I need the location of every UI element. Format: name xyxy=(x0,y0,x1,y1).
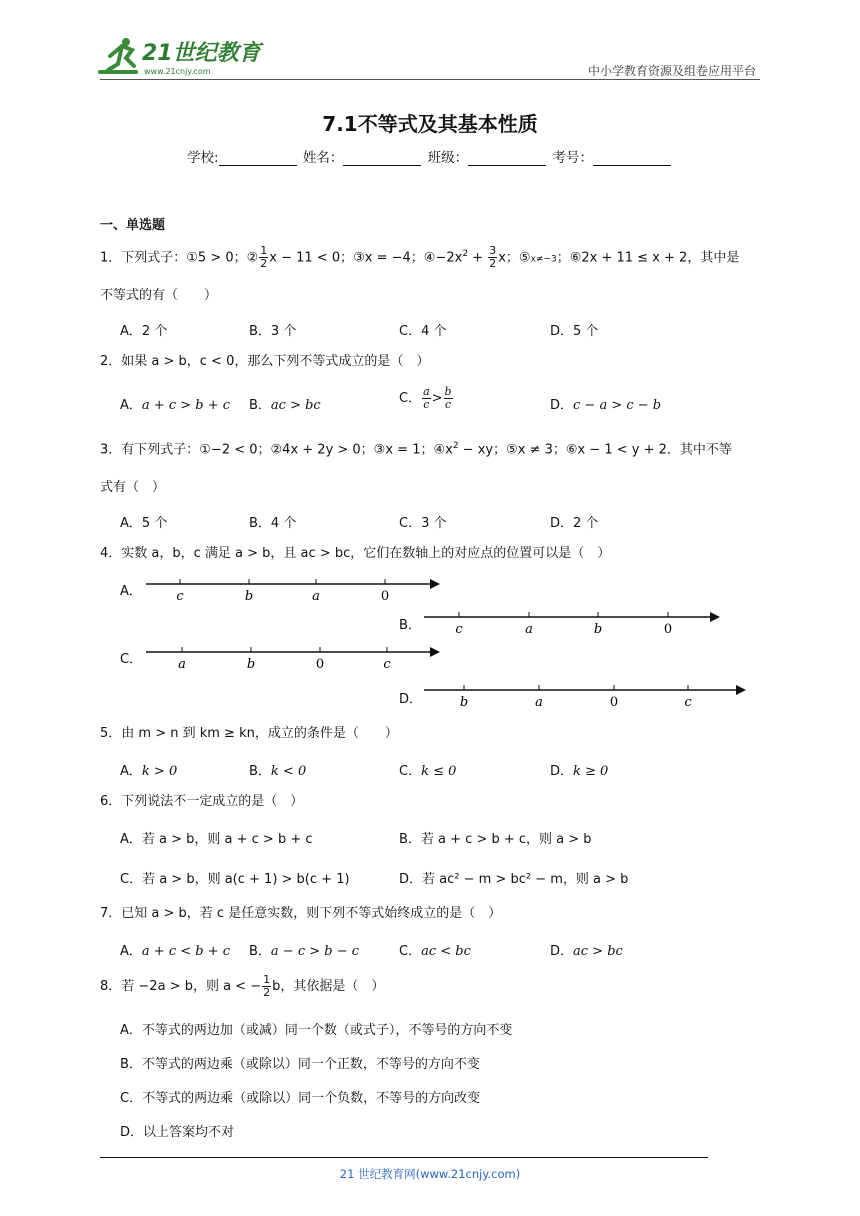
tick-label: 0 xyxy=(315,657,325,672)
q6-option-c[interactable]: C．若 a > b，则 a(c + 1) > b(c + 1) xyxy=(120,872,350,887)
name-label: 姓名： xyxy=(302,150,344,166)
tick-label: 0 xyxy=(663,622,673,637)
q2-option-c[interactable]: C． $\frac{a}{c}$ > $\frac{b}{c}$ xyxy=(399,385,452,411)
q4-option-c[interactable]: C． xyxy=(120,652,143,667)
student-info xyxy=(0,146,860,166)
q1-option-c[interactable]: C．4 个 xyxy=(399,324,447,339)
q1-option-d[interactable]: D．5 个 xyxy=(550,324,599,339)
question-7-stem: 7．已知 a > b，若 c 是任意实数，则下列不等式始终成立的是（ ） xyxy=(100,906,502,921)
class-blank[interactable] xyxy=(468,152,546,166)
q6-option-a[interactable]: A．若 a > b，则 a + c > b + c xyxy=(120,832,313,847)
exam-no-label: 考号： xyxy=(552,150,593,166)
question-6-stem: 6．下列说法不一定成立的是（ ） xyxy=(100,794,304,809)
tick-label: 0 xyxy=(380,589,390,604)
q7-option-a[interactable]: A．a + c < b + c xyxy=(120,944,231,959)
q4-option-b[interactable]: B． xyxy=(399,618,421,633)
q3-option-d[interactable]: D．2 个 xyxy=(550,516,599,531)
q4-number-line-c xyxy=(140,640,445,674)
q5-option-d[interactable]: D．k ≥ 0 xyxy=(550,764,609,779)
question-8-stem: 8．若 −2a > b，则 a < − $\frac{1}{2}$ b，其依据是（ ） xyxy=(100,973,385,999)
q1-option-b[interactable]: B．3 个 xyxy=(249,324,297,339)
tick-label: b xyxy=(244,589,254,604)
arrow-icon xyxy=(736,685,746,695)
q1-option-a[interactable]: A．2 个 xyxy=(120,324,168,339)
school-blank[interactable] xyxy=(219,152,297,166)
q7-option-b[interactable]: B．a − c > b − c xyxy=(249,944,360,959)
arrow-icon xyxy=(430,647,440,657)
q8-option-a[interactable]: A．不等式的两边加（或减）同一个数（或式子），不等号的方向不变 xyxy=(120,1023,513,1038)
logo-url: www.21cnjy.com xyxy=(144,67,211,76)
question-1-stem-cont: 不等式的有（ ） xyxy=(100,288,218,303)
q5-option-b[interactable]: B．k < 0 xyxy=(249,764,307,779)
class-label: 班级： xyxy=(427,150,469,166)
q4-number-line-b xyxy=(418,605,728,639)
exam-no-blank[interactable] xyxy=(593,152,671,166)
tick-label: c xyxy=(684,695,692,710)
q4-number-line-a xyxy=(140,572,445,606)
q3-option-a[interactable]: A．5 个 xyxy=(120,516,168,531)
q8-option-c[interactable]: C．不等式的两边乘（或除以）同一个负数，不等号的方向改变 xyxy=(120,1091,481,1106)
question-3-stem-cont: 式有（ ） xyxy=(100,480,166,495)
tick-label: c xyxy=(455,622,463,637)
header-platform-text: 中小学教育资源及组卷应用平台 xyxy=(587,64,756,78)
question-2-stem: 2．如果 a > b，c < 0，那么下列不等式成立的是（ ） xyxy=(100,354,430,369)
runner-icon xyxy=(100,38,136,72)
q4-number-line-d xyxy=(418,678,758,712)
header-rule xyxy=(100,79,760,80)
question-1-stem: 1．下列式子：①5 > 0；② $\frac{1}{2}$ x − 11 < 0；③x = −4；$④-2x^2$ + $\frac{3}{2}$ x；⑤x≠−3；⑥2x + 11 ≤ x + 2，其中是 xyxy=(100,244,740,271)
tick-label: b xyxy=(593,622,603,637)
q3-option-c[interactable]: C．3 个 xyxy=(399,516,447,531)
tick-label: a xyxy=(178,657,186,672)
question-3-stem: 3．有下列式子：①−2 < 0；②4x + 2y > 0；③x = 1；$④x^2$ − xy；⑤x ≠ 3；⑥x − 1 < y + 2．其中不等 xyxy=(100,441,732,458)
q4-option-d[interactable]: D． xyxy=(399,692,423,707)
site-logo xyxy=(96,34,266,78)
q7-option-c[interactable]: C．ac < bc xyxy=(399,944,471,959)
q2-option-a[interactable]: A．a + c > b + c xyxy=(120,398,231,413)
q8-option-d[interactable]: D．以上答案均不对 xyxy=(120,1125,235,1140)
tick-label: c xyxy=(176,589,184,604)
q6-option-d[interactable]: D．若 ac² − m > bc² − m，则 a > b xyxy=(399,872,629,887)
q7-option-d[interactable]: D．ac > bc xyxy=(550,944,623,959)
section-title: 一、单选题 xyxy=(100,218,166,233)
arrow-icon xyxy=(430,579,440,589)
question-4-stem: 4．实数 a，b，c 满足 a > b，且 ac > bc，它们在数轴上的对应点的位置可以是（ ） xyxy=(100,546,611,561)
school-label: 学校: xyxy=(187,150,219,166)
page-title: 7.1不等式及其基本性质 xyxy=(322,112,538,136)
tick-label: b xyxy=(246,657,256,672)
q2-option-b[interactable]: B．ac > bc xyxy=(249,398,321,413)
q5-option-a[interactable]: A．k > 0 xyxy=(120,764,178,779)
tick-label: a xyxy=(525,622,533,637)
arrow-icon xyxy=(710,612,720,622)
q6-option-b[interactable]: B．若 a + c > b + c，则 a > b xyxy=(399,832,592,847)
q2-option-d[interactable]: D．c − a > c − b xyxy=(550,398,662,413)
footer-rule xyxy=(100,1157,708,1158)
question-5-stem: 5．由 m > n 到 km ≥ kn，成立的条件是（ ） xyxy=(100,726,398,741)
tick-label: 0 xyxy=(609,695,619,710)
q4-option-a[interactable]: A． xyxy=(120,584,142,599)
q5-option-c[interactable]: C．k ≤ 0 xyxy=(399,764,457,779)
tick-label: c xyxy=(383,657,391,672)
tick-label: a xyxy=(535,695,543,710)
footer-link[interactable]: 21 世纪教育网(www.21cnjy.com) xyxy=(339,1167,521,1181)
name-blank[interactable] xyxy=(343,152,421,166)
tick-label: a xyxy=(312,589,320,604)
logo-text: 21世纪教育 xyxy=(142,41,261,66)
tick-label: b xyxy=(459,695,469,710)
q3-option-b[interactable]: B．4 个 xyxy=(249,516,297,531)
q8-option-b[interactable]: B．不等式的两边乘（或除以）同一个正数，不等号的方向不变 xyxy=(120,1057,480,1072)
